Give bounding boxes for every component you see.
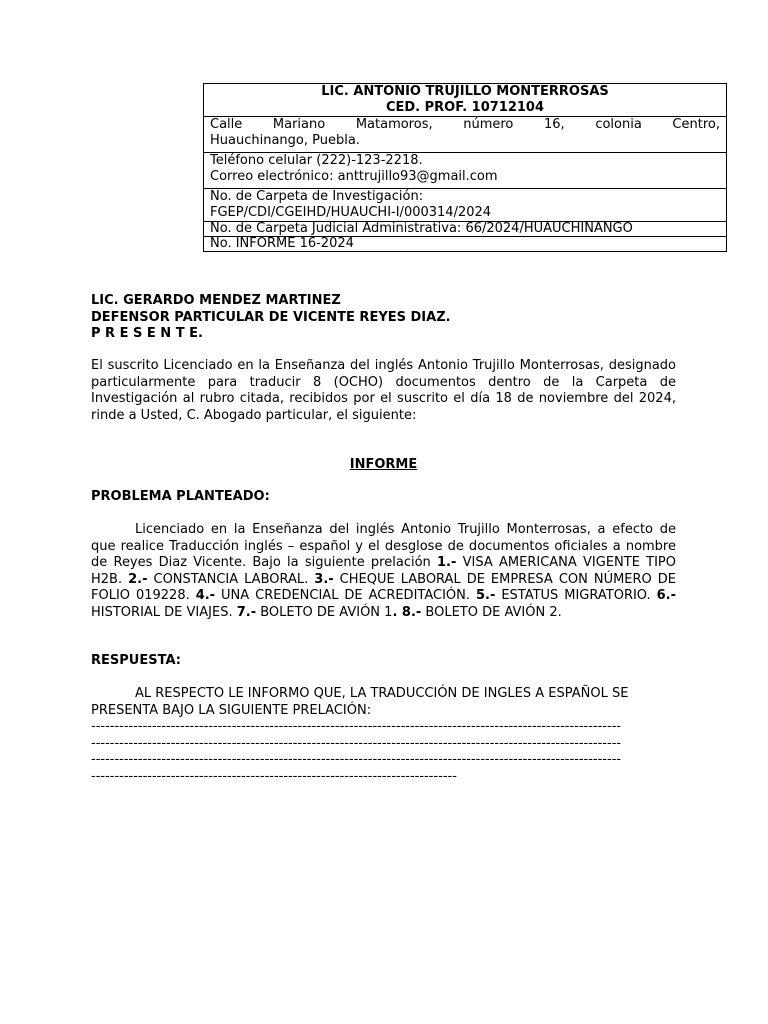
problem-lead: Licenciado en la Enseñanza del inglés Antonio Trujillo Monterrosas, a efecto de que realice Traducción inglés – español y el desglose de documentos oficiales a nombre de Reyes Diaz Vicente. Bajo la siguiente prelación [91, 522, 676, 570]
item-text: VISA AMERICANA VIGENTE TIPO H2B. [91, 555, 676, 587]
translator-name: LIC. ANTONIO TRUJILLO MONTERROSAS [321, 84, 609, 99]
judicial-folder-number: No. de Carpeta Judicial Administrativa: 66/2024/HUAUCHINANGO [210, 221, 633, 236]
contact-cell [204, 153, 727, 189]
item-number: 6.- [656, 588, 676, 603]
addressee-role: DEFENSOR PARTICULAR DE VICENTE REYES DIAZ. [91, 309, 451, 325]
item-text: BOLETO DE AVIÓN 2. [421, 604, 562, 620]
problem-heading: PROBLEMA PLANTEADO: [91, 489, 270, 504]
address-cell [204, 117, 727, 153]
addressee-present: P R E S E N T E. [91, 326, 203, 341]
professional-id: CED. PROF. 10712104 [385, 100, 545, 115]
item-text: ESTATUS MIGRATORIO. [495, 588, 657, 603]
item-number: 2.- [128, 571, 148, 587]
dash-line: ----------------------------------------------------------------------------------------------------------------- [91, 752, 622, 767]
item-number: 3.- [314, 571, 334, 587]
item-text: CONSTANCIA LABORAL. [147, 571, 315, 587]
intro-paragraph: El suscrito Licenciado en la Enseñanza del inglés Antonio Trujillo Monterrosas, designado particularmente para traducir 8 (OCHO) documentos dentro de la Carpeta de Investigación al rubro citada, recibidos por el suscrito el día 18 de noviembre del 2024, rinde a Usted, C. Abogado particular, el siguiente: [91, 358, 676, 423]
item-number: 4.- [195, 588, 216, 603]
item-text: BOLETO DE AVIÓN 1 [256, 604, 393, 620]
dash-line: ----------------------------------------------------------------------------------------------------------------- [91, 735, 622, 751]
investigation-folder-label: No. de Carpeta de Investigación: [210, 189, 424, 204]
problem-paragraph [91, 522, 676, 621]
item-number: 7.- [236, 604, 257, 620]
email-address: Correo electrónico: anttrujillo93@gmail.com [210, 169, 498, 184]
dash-line: ----------------------------------------------------------------------------------------------------------------- [91, 719, 622, 734]
dash-line-short: ------------------------------------------------------------------------------ [91, 768, 457, 784]
address-line-2: Huauchinango, Puebla. [210, 133, 360, 148]
answer-paragraph: AL RESPECTO LE INFORMO QUE, LA TRADUCCIÓN DE INGLES A ESPAÑOL SE PRESENTA BAJO LA SIGUIENTE PRELACIÓN: [91, 686, 629, 718]
judicial-folder-cell [204, 222, 727, 237]
investigation-folder-cell [204, 189, 727, 222]
item-number: 1.- [437, 555, 457, 570]
addressee-name: LIC. GERARDO MENDEZ MARTINEZ [91, 293, 341, 308]
item-text: HISTORIAL DE VIAJES. [91, 604, 237, 620]
answer-block [91, 686, 676, 785]
answer-heading: RESPUESTA: [91, 653, 181, 668]
report-number-cell [204, 237, 727, 252]
item-text: UNA CREDENCIAL DE ACREDITACIÓN. [215, 588, 476, 603]
item-text: CHEQUE LABORAL DE EMPRESA CON NÚMERO DE FOLIO 019228. [91, 571, 677, 603]
item-number: . 8.- [392, 604, 422, 620]
item-number: 5.- [475, 588, 496, 603]
letterhead-table [203, 83, 727, 252]
report-number: No. INFORME 16-2024 [210, 236, 354, 251]
letterhead-title-cell [204, 84, 727, 117]
address-line-1: Calle Mariano Matamoros, número 16, colonia Centro, [210, 117, 720, 132]
addressee-block [91, 293, 676, 343]
report-title: INFORME [349, 457, 418, 472]
investigation-folder-number: FGEP/CDI/CGEIHD/HUAUCHI-I/000314/2024 [210, 205, 492, 220]
phone-number: Teléfono celular (222)-123-2218. [210, 153, 423, 168]
